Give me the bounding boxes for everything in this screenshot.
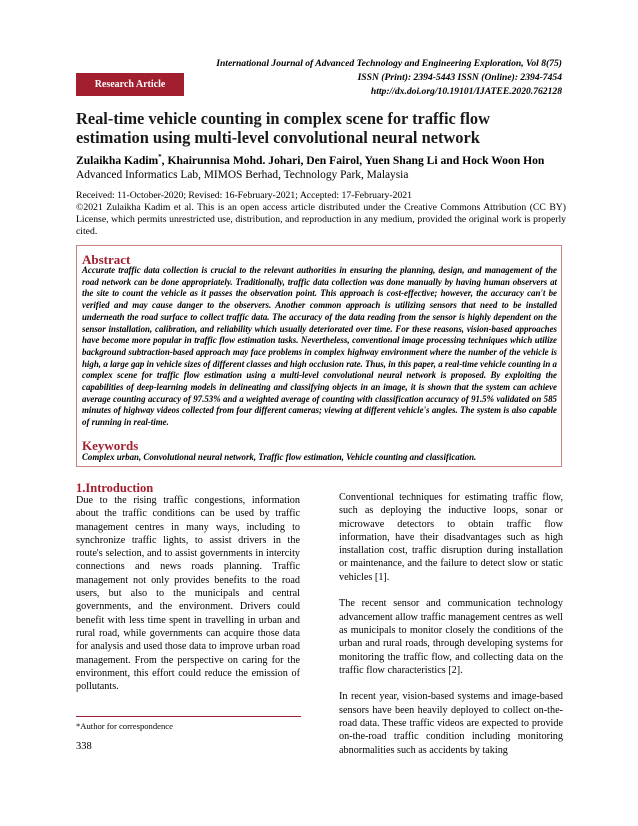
journal-name: International Journal of Advanced Technology and Engineering Exploration, Vol 8(75) [216,58,562,69]
submission-dates: Received: 11-October-2020; Revised: 16-February-2021; Accepted: 17-February-2021 [76,190,412,201]
journal-doi-link[interactable]: http://dx.doi.org/10.19101/IJATEE.2020.762128 [370,86,562,97]
abstract-text: Accurate traffic data collection is crucial to the relevant authorities in ensuring the planning, design, and management of the road network can be done appropriately. Traditionally, traffic data collection was done manually by having human observers at the site to count the vehicle as it passes the observation point. This approach is cost-effective; however, the accuracy can't be verified and may cause danger to the observers. Another common approach is utilizing sensors that need to be installed underneath the road surface to collect traffic data. The accuracy of the data reading from the sensor is highly dependent on the sensor installation, calibration, and reliability which usually deteriorated over time. For these reasons, vision-based approaches have become more popular in traffic flow estimation tasks. Nevertheless, conventional image processing techniques which utilize background subtraction-based approach may face problems in complex highway environment where the number of the vehicle is high, a large gap in vehicle sizes of different classes and high occlusion rate. Thus, in this paper, a real-time vehicle counting in a complex scene for traffic flow estimation using a multi-level convolutional neural network is proposed. By exploiting the capabilities of deep-learning models in delineating and classifying objects in an image, it is shown that the system can achieve average counting accuracy of 97.53% and a weighted average of counting with classification accuracy of 91.5% validated on 585 minutes of highway videos collected from four different cameras; viewing at different vehicle's angles. The system is also capable of running in real-time. [82,265,557,428]
footnote-divider [76,716,301,717]
paper-title: Real-time vehicle counting in complex scene for traffic flow estimation using multi-level convolutional neural network [76,109,490,147]
corresponding-author: Zulaikha Kadim [76,154,159,167]
affiliation: Advanced Informatics Lab, MIMOS Berhad, Technology Park, Malaysia [76,169,409,181]
correspondence-footnote: *Author for correspondence [76,721,173,731]
journal-issn: ISSN (Print): 2394-5443 ISSN (Online): 2394-7454 [357,72,562,83]
abstract-heading: Abstract [82,252,131,267]
intro-paragraph: In recent year, vision-based systems and image-based sensors have been heavily deployed to collect on-the-road data. These traffic videos are expected to provide on-the-road traffic condition including monitoring abnormalities such as accidents by taking [339,691,563,756]
journal-header [182,57,562,99]
intro-column-right [339,491,563,770]
copyright-notice: ©2021 Zulaikha Kadim et al. This is an open access article distributed under the Creative Commons Attribution (CC BY) License, which permits unrestricted use, distribution, and reproduction in any medium, provided the original work is properly cited. [76,202,566,237]
intro-paragraph: The recent sensor and communication technology advancement allow traffic management centres as well as municipals to monitor closely the conditions of the urban and rural roads, through developing systems for monitoring the traffic flow, and collecting data on the traffic flow characteristics [2]. [339,598,563,676]
article-type-badge: Research Article [76,73,184,96]
correspondence-mark: * [158,153,162,162]
page-number: 338 [76,741,92,752]
co-authors: , Khairunnisa Mohd. Johari, Den Fairol, Yuen Shang Li and Hock Woon Hon [161,154,545,167]
intro-paragraph: Conventional techniques for estimating traffic flow, such as deploying the inductive loops, sonar or microwave detectors to obtain traffic flow information, have their disadvantages such as high installation cost, traffic disruption during installation or maintenance, and the failure to detect slow or static vehicles [1]. [339,492,563,583]
keywords-text: Complex urban, Convolutional neural network, Traffic flow estimation, Vehicle counting and classification. [82,452,477,462]
intro-column-left: Due to the rising traffic congestions, information about the traffic conditions can be used by traffic management centres in many ways, including to synchronize traffic lights, to assist drivers in the route's selection, and to assist governments in intercity connections and news roads planning. Traffic management not only provides benefits to the road users, but also to the municipals and central governments, and the environment. Drivers could benefit with less time spent in travelling in urban and rural road, while governments can acquire those data for analysis and used those data to improve urban road management. From the perspective on caring for the environment, this effort could reduce the emission of pollutants. [76,495,300,693]
introduction-heading: 1.Introduction [76,481,154,495]
author-list [76,154,576,168]
keywords-heading: Keywords [82,438,139,453]
